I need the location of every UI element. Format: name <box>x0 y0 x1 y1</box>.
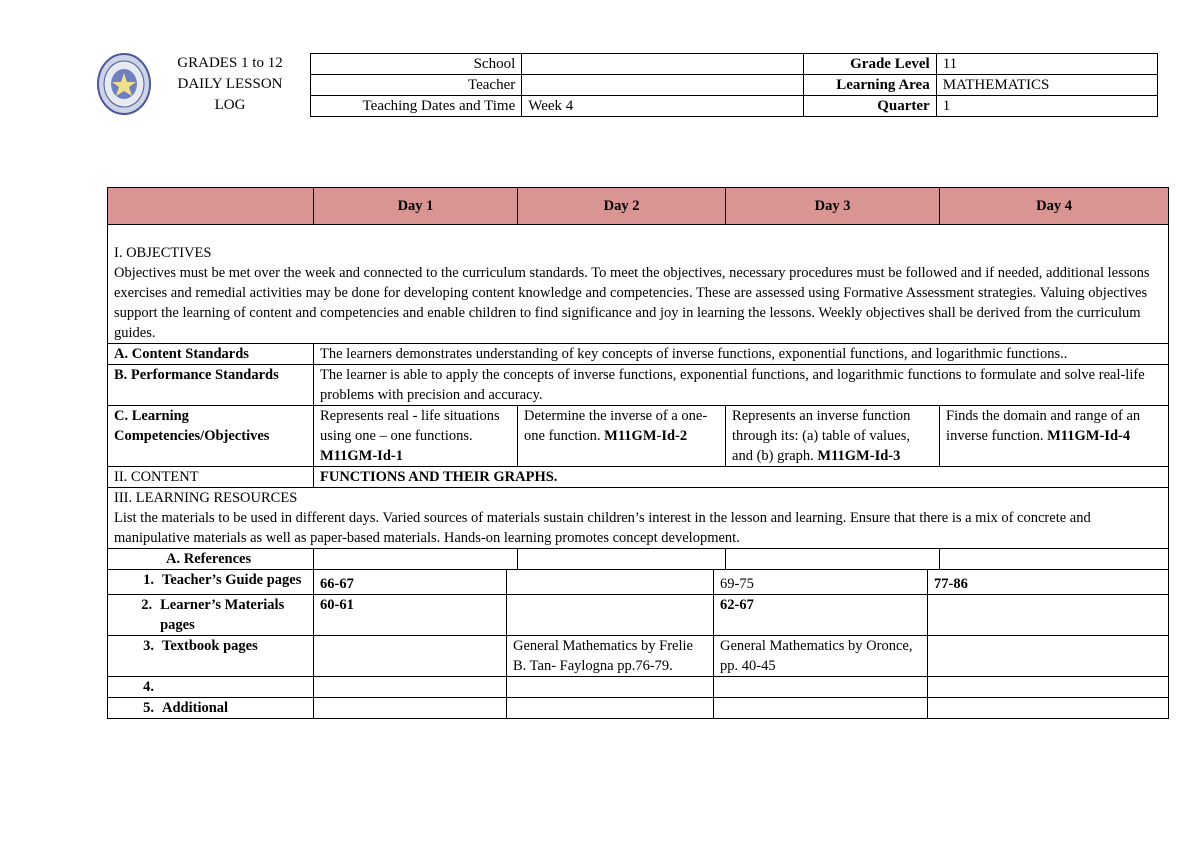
competency-day-3-text: Represents an inverse function through its: (a) table of values, and (b) graph. <box>732 408 911 464</box>
day-1-header: Day 1 <box>314 188 518 225</box>
lm-day-4 <box>928 595 1169 636</box>
competency-day-3-code: M11GM-Id-3 <box>817 448 901 464</box>
competency-day-4 <box>940 406 1169 467</box>
competency-day-1-code: M11GM-Id-1 <box>320 448 403 464</box>
teachers-guide-num: 1. <box>143 572 154 588</box>
learners-materials-text: Learner’s Materials pages <box>160 597 285 633</box>
title-line-2: DAILY LESSON <box>177 76 283 92</box>
objectives-text: Objectives must be met over the week and connected to the curriculum standards. To meet the objectives, necessary procedures must be followed and if needed, additional lessons exercises and remedial activities may be done for developing content knowledge and competencies. These are assessed using Formative Assessment strategies. Valuing objectives support the learning of content and competencies and enable children to find significance and joy in learning the lessons. Weekly objectives shall be derived from the curriculum guides. <box>114 265 1150 341</box>
tg-day-2 <box>507 570 714 595</box>
title-line-3: LOG <box>214 97 246 113</box>
references-label: A. References <box>108 549 314 570</box>
title-line-1: GRADES 1 to 12 <box>177 55 283 71</box>
lm-day-2 <box>507 595 714 636</box>
tb-day-2: General Mathematics by Frelie B. Tan- Faylogna pp.76-79. <box>507 636 714 677</box>
teaching-dates-field[interactable]: Week 4 <box>522 96 803 117</box>
tg-day-4: 77-86 <box>928 570 1169 595</box>
resources-text: List the materials to be used in different days. Varied sources of materials sustain children’s interest in the lesson and learning. Ensure that there is a mix of concrete and manipulative materials as well as paper-based materials. Hands-on learning promotes concept development. <box>114 510 1091 546</box>
performance-standards-label: B. Performance Standards <box>108 365 314 406</box>
learning-area-label: Learning Area <box>803 75 936 96</box>
additional-num: 5. <box>143 700 154 716</box>
objectives-heading: I. OBJECTIVES <box>114 245 212 261</box>
textbook-num: 3. <box>143 638 154 654</box>
learners-materials-label <box>108 595 314 636</box>
performance-standards-row <box>108 365 1169 406</box>
tg-day-3: 69-75 <box>714 570 928 595</box>
competency-day-3 <box>726 406 940 467</box>
deped-seal-logo <box>97 53 151 115</box>
lesson-log-table <box>107 187 1169 719</box>
day-header-row <box>108 188 1169 225</box>
competency-day-1 <box>314 406 518 467</box>
teachers-guide-text: Teacher’s Guide pages <box>162 572 302 588</box>
performance-standards-text: The learner is able to apply the concepts of inverse functions, exponential functions, and logarithmic functions to formulate and solve real-life problems with precision and accuracy. <box>314 365 1169 406</box>
header-info-table <box>310 53 1158 117</box>
content-row <box>108 467 1169 488</box>
competency-day-2 <box>518 406 726 467</box>
day-4-header: Day 4 <box>940 188 1169 225</box>
additional-text: Additional <box>162 700 229 716</box>
objectives-row <box>108 225 1169 344</box>
content-text: FUNCTIONS AND THEIR GRAPHS. <box>314 467 1169 488</box>
competency-day-1-text: Represents real - life situations using one – one functions. <box>320 408 500 444</box>
competency-day-4-code: M11GM-Id-4 <box>1047 428 1131 444</box>
day-header-blank <box>108 188 314 225</box>
teaching-dates-label: Teaching Dates and Time <box>311 96 522 117</box>
learners-materials-num: 2. <box>141 597 153 613</box>
day-3-header: Day 3 <box>726 188 940 225</box>
content-standards-row <box>108 344 1169 365</box>
textbook-text: Textbook pages <box>162 638 258 654</box>
competencies-row <box>108 406 1169 467</box>
school-field[interactable] <box>522 54 803 75</box>
teachers-guide-label <box>108 570 314 595</box>
additional-label <box>108 698 314 719</box>
textbook-label <box>108 636 314 677</box>
learning-area-field[interactable]: MATHEMATICS <box>936 75 1157 96</box>
reference-4-row <box>108 677 1169 698</box>
grade-level-label: Grade Level <box>803 54 936 75</box>
learners-materials-row <box>108 595 1169 636</box>
reference-4-label <box>108 677 314 698</box>
teacher-field[interactable] <box>522 75 803 96</box>
school-label: School <box>311 54 522 75</box>
lm-day-3: 62-67 <box>714 595 928 636</box>
teacher-label: Teacher <box>311 75 522 96</box>
reference-4-num: 4. <box>143 679 154 695</box>
competency-day-2-text: Determine the inverse of a one-one function. <box>524 408 708 444</box>
day-2-header: Day 2 <box>518 188 726 225</box>
competency-day-4-text: Finds the domain and range of an inverse function. <box>946 408 1141 444</box>
grade-level-field[interactable]: 11 <box>936 54 1157 75</box>
content-standards-label: A. Content Standards <box>108 344 314 365</box>
resources-heading: III. LEARNING RESOURCES <box>114 490 298 506</box>
content-label: II. CONTENT <box>108 467 314 488</box>
lm-day-1: 60-61 <box>314 595 507 636</box>
resources-cell <box>108 488 1169 549</box>
resources-row <box>108 488 1169 549</box>
references-row <box>108 549 1169 570</box>
tg-day-1: 66-67 <box>314 570 507 595</box>
dll-title <box>155 53 305 116</box>
textbook-row <box>108 636 1169 677</box>
teachers-guide-row <box>108 570 1169 595</box>
tb-day-3: General Mathematics by Oronce, pp. 40-45 <box>714 636 928 677</box>
quarter-label: Quarter <box>803 96 936 117</box>
competencies-label: C. Learning Competencies/Objectives <box>108 406 314 467</box>
tb-day-1 <box>314 636 507 677</box>
content-standards-text: The learners demonstrates understanding of key concepts of inverse functions, exponential functions, and logarithmic functions.. <box>314 344 1169 365</box>
quarter-field[interactable]: 1 <box>936 96 1157 117</box>
tb-day-4 <box>928 636 1169 677</box>
objectives-cell <box>108 225 1169 344</box>
additional-row <box>108 698 1169 719</box>
competency-day-2-code: M11GM-Id-2 <box>604 428 688 444</box>
